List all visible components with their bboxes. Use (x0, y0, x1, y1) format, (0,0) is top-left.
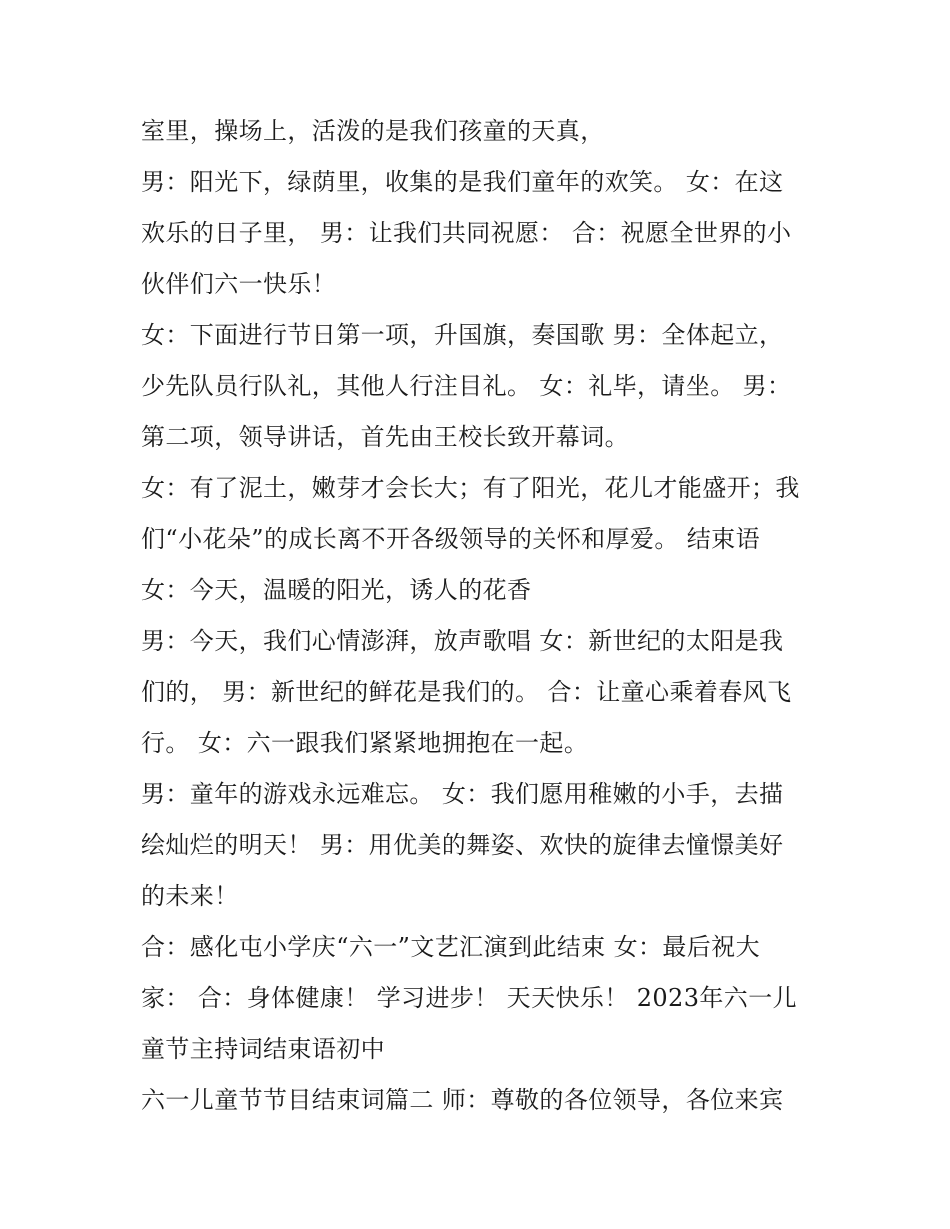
text-line: 女：今天，温暖的阳光，诱人的花香 (141, 576, 532, 604)
text-line: 行。 女：六一跟我们紧紧地拥抱在一起。 (141, 729, 589, 757)
text-line: 男：阳光下，绿荫里，收集的是我们童年的欢笑。 女：在这 (141, 168, 784, 196)
text-line: 室里，操场上，活泼的是我们孩童的天真， (141, 117, 605, 145)
text-line: 第二项，领导讲话，首先由王校长致开幕词。 (141, 423, 629, 451)
document-body (141, 106, 831, 1126)
text-line: 的未来！ (141, 882, 239, 910)
text-line: 男：童年的游戏永远难忘。 女：我们愿用稚嫩的小手，去描 (141, 780, 784, 808)
text-line: 少先队员行队礼，其他人行注目礼。 女：礼毕，请坐。 男： (141, 372, 792, 400)
text-line: 欢乐的日子里， 男：让我们共同祝愿： 合：祝愿全世界的小 (141, 219, 792, 247)
text-line: 们的， 男：新世纪的鲜花是我们的。 合：让童心乘着春风飞 (141, 678, 792, 706)
text-line: 女：有了泥土，嫩芽才会长大；有了阳光，花儿才能盛开；我 (141, 474, 800, 502)
text-line: 男：今天，我们心情澎湃，放声歌唱 女：新世纪的太阳是我 (141, 627, 784, 655)
text-line: 童节主持词结束语初中 (141, 1035, 385, 1063)
text-line: 伙伴们六一快乐！ (141, 270, 337, 298)
text-line: 女：下面进行节日第一项，升国旗，奏国歌 男：全体起立， (141, 321, 784, 349)
text-line: 家： 合：身体健康！ 学习进步！ 天天快乐！ 2023年六一儿 (141, 984, 797, 1012)
text-line: 绘灿烂的明天！ 男：用优美的舞姿、欢快的旋律去憧憬美好 (141, 831, 784, 859)
text-line: 合：感化屯小学庆“六一”文艺汇演到此结束 女：最后祝大 (141, 933, 760, 961)
text-line: 六一儿童节节目结束词篇二 师：尊敬的各位领导，各位来宾 (141, 1086, 784, 1114)
text-line: 们“小花朵”的成长离不开各级领导的关怀和厚爱。 结束语 (141, 525, 760, 553)
